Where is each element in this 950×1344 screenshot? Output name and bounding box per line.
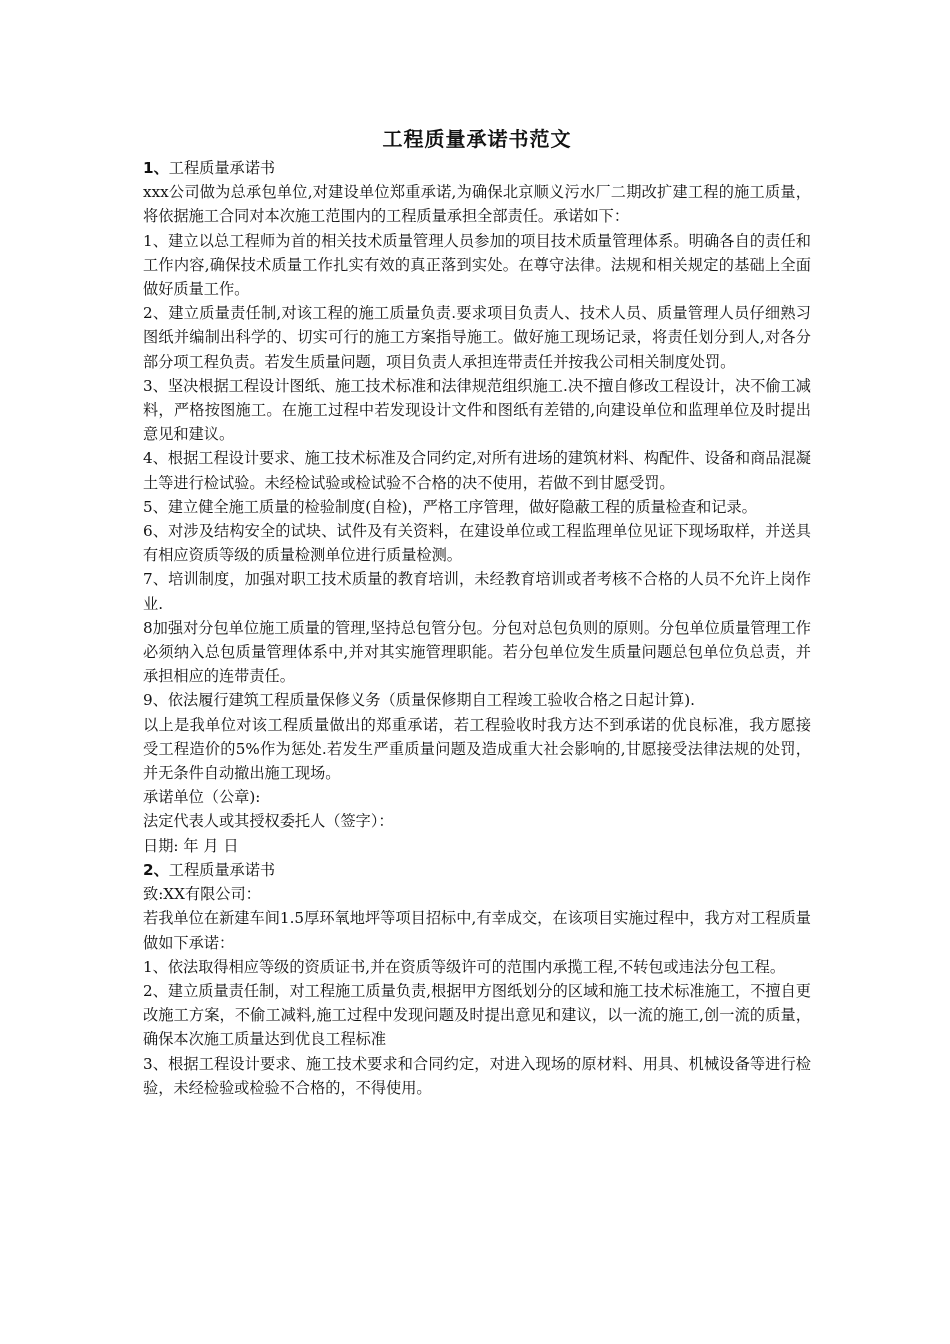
section-1-intro: xxx公司做为总承包单位,对建设单位郑重承诺,为确保北京顺义污水厂二期改扩建工程的施工质量，将依据施工合同对本次施工范围内的工程质量承担全部责任。承诺如下： <box>143 183 811 226</box>
document-page <box>143 122 811 1100</box>
section-2-item: 2、建立质量责任制，对工程施工质量负责,根据甲方图纸划分的区域和施工技术标准施工，不擅自更改施工方案，不偷工减料,施工过程中发现问题及时提出意见和建议，以一流的施工,创一流的质量，确保本次施工质量达到优良工程标准 <box>143 981 811 1049</box>
section-1-heading <box>143 156 811 180</box>
section-2-recipient: 致:XX有限公司： <box>143 885 261 904</box>
section-2-heading <box>143 858 811 882</box>
signature-representative-line: 法定代表人或其授权委托人（签字）： <box>143 812 394 831</box>
section-1-title: 工程质量承诺书 <box>168 159 276 177</box>
section-1-item: 7、培训制度，加强对职工技术质量的教育培训，未经教育培训或者考核不合格的人员不允许上岗作业. <box>143 570 811 613</box>
page-title: 工程质量承诺书范文 <box>382 127 572 151</box>
section-2-item: 1、依法取得相应等级的资质证书,并在资质等级许可的范围内承揽工程,不转包或违法分包工程。 <box>143 957 786 976</box>
section-1-item: 4、根据工程设计要求、施工技术标准及合同约定,对所有进场的建筑材料、构配件、设备和商品混凝土等进行检试验。未经检试验或检试验不合格的决不使用，若做不到甘愿受罚。 <box>143 449 811 492</box>
section-2-item: 3、根据工程设计要求、施工技术要求和合同约定，对进入现场的原材料、用具、机械设备等进行检验，未经检验或检验不合格的，不得使用。 <box>143 1054 811 1097</box>
signature-unit-line: 承诺单位（公章): <box>143 788 261 807</box>
section-2-intro: 若我单位在新建车间1.5厚环氧地坪等项目招标中,有幸成交，在该项目实施过程中，我方对工程质量做如下承诺： <box>143 909 811 952</box>
section-1-closing: 以上是我单位对该工程质量做出的郑重承诺，若工程验收时我方达不到承诺的优良标准，我方愿接受工程造价的5%作为惩处.若发生严重质量问题及造成重大社会影响的,甘愿接受法律法规的处罚，并无条件自动撤出施工现场。 <box>143 715 811 783</box>
section-1-item: 3、坚决根据工程设计图纸、施工技术标准和法律规范组织施工.决不擅自修改工程设计，决不偷工减料，严格按图施工。在施工过程中若发现设计文件和图纸有差错的,向建设单位和监理单位及时提出意见和建议。 <box>143 376 811 444</box>
section-1-item: 1、建立以总工程师为首的相关技术质量管理人员参加的项目技术质量管理体系。明确各自的责任和工作内容,确保技术质量工作扎实有效的真正落到实处。在尊守法律。法规和相关规定的基础上全面做好质量工作。 <box>143 231 811 299</box>
section-1-item: 6、对涉及结构安全的试块、试件及有关资料，在建设单位或工程监理单位见证下现场取样，并送具有相应资质等级的质量检测单位进行质量检测。 <box>143 522 811 565</box>
section-1-item: 5、建立健全施工质量的检验制度(自检)，严格工序管理，做好隐蔽工程的质量检查和记录。 <box>143 497 757 516</box>
section-1-item: 2、建立质量责任制,对该工程的施工质量负责.要求项目负责人、技术人员、质量管理人员仔细熟习图纸并编制出科学的、切实可行的施工方案指导施工。做好施工现场记录，将责任划分到人,对各分部分项工程负责。若发生质量问题，项目负责人承担连带责任并按我公司相关制度处罚。 <box>143 304 811 371</box>
section-1-item: 9、依法履行建筑工程质量保修义务（质量保修期自工程竣工验收合格之日起计算). <box>143 691 695 710</box>
section-1-item: 8加强对分包单位施工质量的管理,坚持总包管分包。分包对总包负则的原则。分包单位质量管理工作必须纳入总包质量管理体系中,并对其实施管理职能。若分包单位发生质量问题总包单位负总责，并承担相应的连带责任。 <box>143 618 811 686</box>
section-2-number: 2、 <box>143 860 169 879</box>
signature-date-line: 日期: 年 月 日 <box>143 836 239 855</box>
section-2-title: 工程质量承诺书 <box>168 860 276 879</box>
section-1-number: 1、 <box>143 159 169 177</box>
